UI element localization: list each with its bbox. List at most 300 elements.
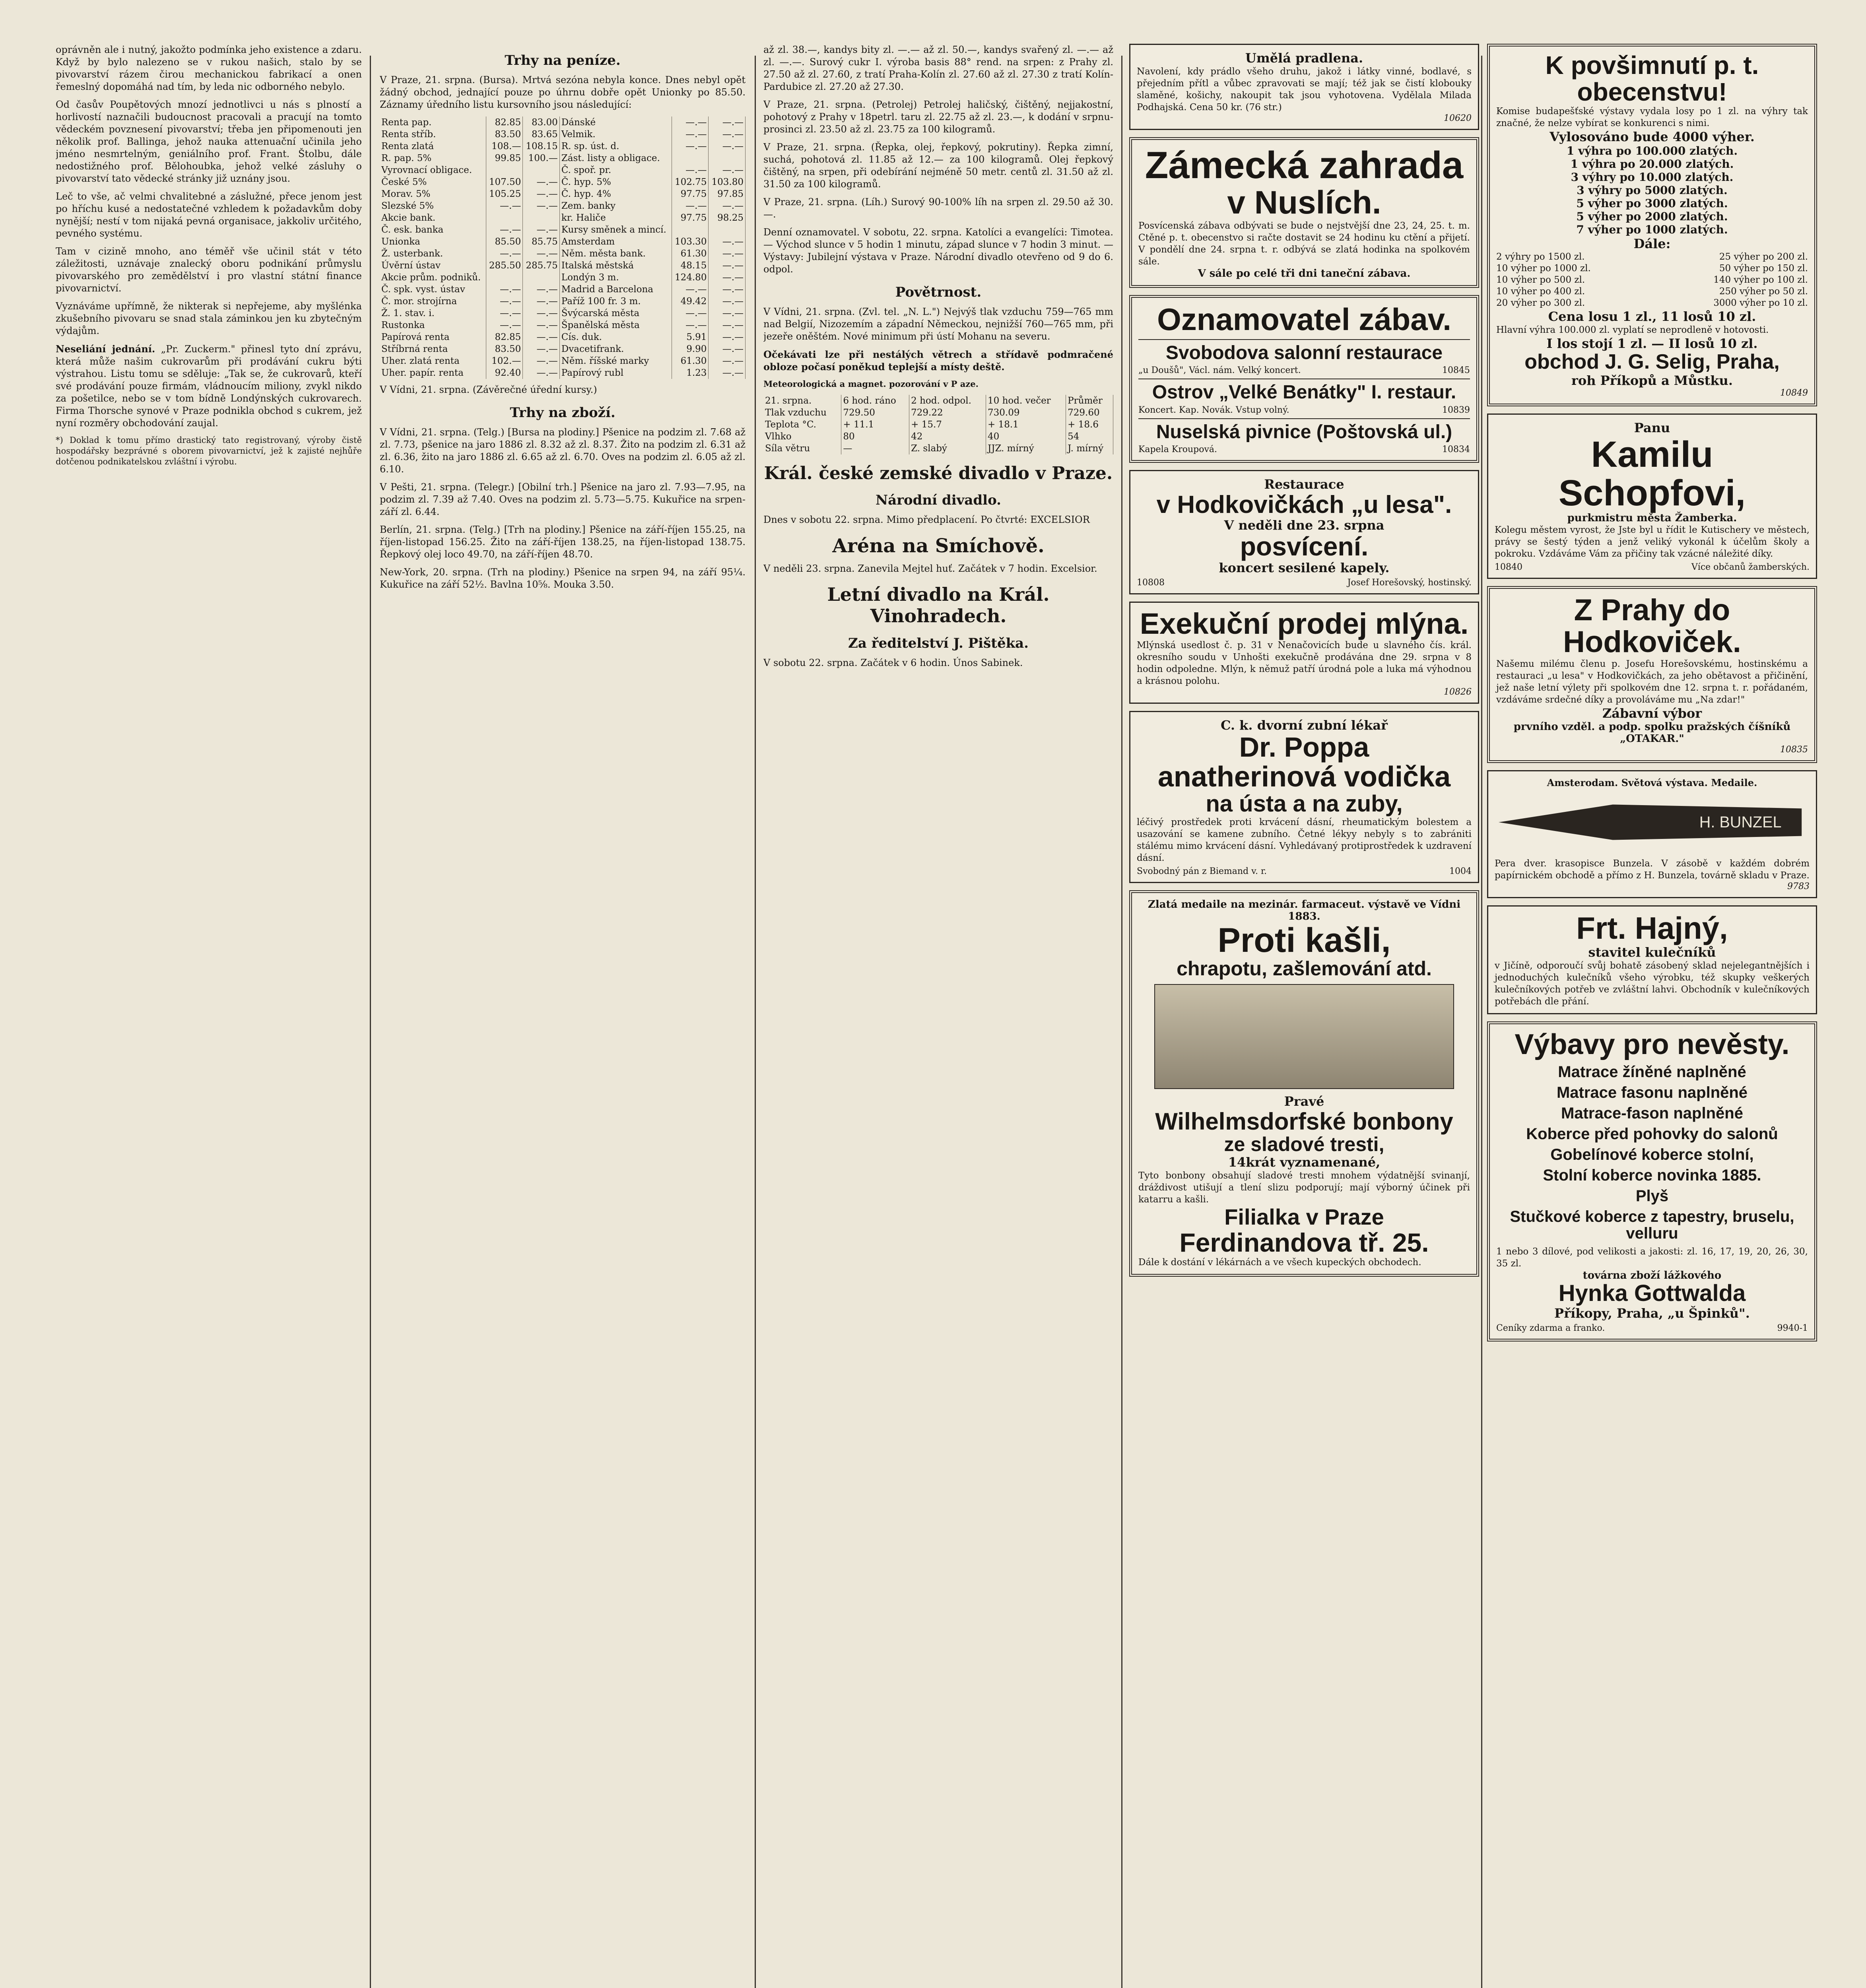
ad-signature: Více občanů žamberských.	[1691, 562, 1810, 573]
column-rule	[1481, 56, 1482, 1988]
rate-cell: Paříž 100 fr. 3 m.	[559, 295, 672, 307]
ad-top: Zlatá medaile na mezinár. farmaceut. výstavě ve Vídni 1883.	[1148, 899, 1461, 923]
rate-cell: 9.90	[672, 343, 708, 355]
outfit-item: Plyš	[1635, 1187, 1669, 1205]
met-cell: + 18.6	[1066, 419, 1113, 431]
rate-cell: —.—	[523, 176, 559, 188]
prize-pair	[1496, 251, 1808, 263]
vienna-heading: V Vídni, 21. srpna. (Závěrečné úřední kursy.)	[380, 384, 597, 395]
ad-number: 9940-1	[1777, 1323, 1808, 1334]
rate-cell: Ž. usterbank.	[380, 248, 486, 260]
ad-address: Ferdinandova tř. 25.	[1179, 1228, 1429, 1258]
ad-main-prize: Hlavní výhra 100.000 zl. vyplatí se neprodleně v hotovosti.	[1496, 325, 1769, 336]
rate-cell: Č. spoř. pr.	[559, 164, 672, 176]
summer-theatre-sub: Za ředitelství J. Pištěka.	[848, 635, 1029, 651]
rate-cell: Č. mor. strojírna	[380, 295, 486, 307]
article-paragraph	[56, 343, 362, 429]
rate-cell: Č. hyp. 4%	[559, 188, 672, 200]
ad-headline: v Hodkovičkách „u lesa".	[1156, 491, 1452, 518]
ad-hajny-billiards	[1487, 905, 1817, 1014]
rate-cell: České 5%	[380, 176, 486, 188]
ad-text: Navolení, kdy prádlo všeho druhu, jakož i látky vinné, bodlavé, s přejedním přítl a vůbec zpravovati se mají; též jak se čistí klobouky slaměné, košichy, nakoupit tak jsou vyhotovena. Vydělala Milada Podhajská. Cena 50 kr. (76 str.)	[1137, 66, 1472, 113]
rate-cell: 285.75	[523, 260, 559, 272]
ad-text: Dále k dostání v lékárnách a ve všech kupeckých obchodech.	[1138, 1257, 1421, 1268]
rate-cell: 82.85	[486, 116, 522, 128]
rate-row	[380, 260, 746, 272]
rate-cell: 285.50	[486, 260, 522, 272]
rate-cell: 83.65	[523, 128, 559, 140]
prize-pair	[1496, 263, 1808, 274]
ad-dr-poppa	[1129, 711, 1479, 883]
ad-salutation: Panu	[1634, 420, 1670, 435]
ad-subtitle: purkmistru města Žamberka.	[1567, 512, 1737, 524]
outfit-item: Matrace fasonu naplněné	[1556, 1084, 1748, 1102]
rate-cell: Stříbrná renta	[380, 343, 486, 355]
rate-row	[380, 295, 746, 307]
rate-cell: Uher. zlatá renta	[380, 355, 486, 367]
summer-theatre-text: V sobotu 22. srpna. Začátek v 6 hodin. Únos Sabinek.	[763, 657, 1023, 668]
rate-cell: —.—	[709, 283, 746, 295]
rate-cell: —.—	[486, 224, 522, 236]
rate-cell: Dánské	[559, 116, 672, 128]
rate-row	[380, 307, 746, 319]
article-paragraph: Od časův Poupětových mnozí jednotlivci u nás s plností a horlivostí naznačili budoucnost pracovali a pracují na tomto vědeckém povznesení pivovarství; třeba jen připomenouti jen několik prof. Ballinga, jehož nauka attenuační učinila jeho jméno nesmrtelným, geniálního prof. Frant. Štolbu, dále nedostižného prof. Bělohoubka, jehož velké zásluhy o pivovarství tato vědecké stránky již uznány jsou.	[56, 99, 362, 184]
listing-number: 10845	[1442, 365, 1470, 376]
article-paragraph: oprávněn ale i nutný, jakožto podmínka jeho existence a zdaru. Když by bylo nalezeno se v rukou našich, stalo by se pivovarství rázem čirou mechanickou fabrikací a onen řemeslný dopomáhá nad tím, by leda nic odborného nebylo.	[56, 44, 362, 92]
rate-cell: Papírový rubl	[559, 367, 672, 379]
prize-line: 5 výher po 3000 zlatých.	[1576, 197, 1728, 210]
forecast-text: Očekávati lze při nestálých větrech a střídavě podmračené obloze počasí poněkud teplejší a místy deště.	[763, 349, 1113, 373]
met-cell: J. mírný	[1066, 443, 1113, 454]
ad-address: roh Příkopů a Můstku.	[1571, 373, 1733, 388]
rate-cell: —.—	[709, 128, 746, 140]
ad-draw-heading: Vylosováno bude 4000 výher.	[1549, 129, 1755, 145]
met-row	[763, 419, 1113, 431]
rate-row	[380, 224, 746, 236]
listing-foot	[1138, 365, 1470, 375]
theatre-subheading: Národní divadlo.	[875, 492, 1002, 508]
ad-committee: Zábavní výbor	[1602, 705, 1702, 721]
column-rule	[755, 56, 756, 1988]
rate-row	[380, 164, 746, 176]
ad-factory: továrna zboží lážkového	[1583, 1270, 1722, 1282]
column-5	[1487, 44, 1817, 1988]
grain-markets-heading: Trhy na zboží.	[510, 405, 616, 421]
ad-title: Z Prahy do Hodkoviček.	[1563, 593, 1741, 659]
prize-left: 2 výhry po 1500 zl.	[1496, 252, 1585, 262]
article-paragraph: Tam v cizině mnoho, ano téměř vše učinil stát v této záležitosti, uznávaje znalecký oboru podnikání průmyslu pivovarského pro zemědělství i pro vlastní státní finance pivovarnictví.	[56, 246, 362, 294]
rate-cell: Renta zlatá	[380, 140, 486, 152]
ad-subtitle: na ústa a na zuby,	[1206, 791, 1403, 817]
ad-castle-garden	[1129, 137, 1479, 288]
ad-cough-bonbons	[1129, 890, 1479, 1277]
outfit-item: Matrace žíněné naplněné	[1558, 1063, 1746, 1081]
ad-signature: Svobodný pán z Biemand v. r.	[1137, 866, 1267, 877]
rate-cell: —.—	[709, 236, 746, 248]
rate-cell: —.—	[672, 128, 708, 140]
met-row	[763, 407, 1113, 419]
rate-cell: —.—	[709, 307, 746, 319]
rate-cell: —.—	[523, 248, 559, 260]
rate-cell: 108.15	[523, 140, 559, 152]
met-table	[763, 395, 1113, 454]
ad-name: Kamilu Schopfovi,	[1558, 434, 1746, 513]
grain-paragraph: V Pešti, 21. srpna. (Telegr.) [Obilní trh.] Pšenice na jaro zl. 7.93—7.95, na podzim zl. 7.39 až 7.40. Oves na podzim zl. 5.73—5.75. Kukuřice na srpen-září zl. 6.44.	[380, 481, 746, 517]
grain-paragraph: Berlín, 21. srpna. (Telg.) [Trh na plodiny.] Pšenice na září-říjen 155.25, na říjen-listopad 156.25. Žito na září-říjen 138.25, na říjen-listopad 138.75. Řepkový olej loco 49.70, na září-říjen 48.70.	[380, 524, 746, 560]
rate-cell: R. sp. úst. d.	[559, 140, 672, 152]
rate-cell: Papírová renta	[380, 331, 486, 343]
ad-foot: V sále po celé tři dni taneční zábava.	[1198, 267, 1411, 280]
rate-cell: 83.00	[523, 116, 559, 128]
rate-row	[380, 343, 746, 355]
article-text: „Pr. Zuckerm." přinesl tyto dní zprávu, která může našim cukrovarům při prodávání cukru býti výstrahou. Listu tomu se sděluje: „Tak se, že cukrovarů, kteří své prodávání pouze firmám, vládnoucím miliony, zvykl nikdo za pošetilce, nebo se v tom bídně Londýnských cukrovarech. Firma Thorsche synové v Praze podnikla obchod s cukrem, jež nyní rozměry obchodování zaujal.	[56, 344, 362, 429]
rate-cell: —.—	[672, 307, 708, 319]
prize-pair	[1496, 286, 1808, 297]
theatre-heading: Král. české zemské divadlo v Praze.	[764, 463, 1113, 483]
rate-row	[380, 116, 746, 128]
rate-cell: Vyrovnací obligace.	[380, 164, 486, 176]
met-cell: 730.09	[986, 407, 1066, 419]
rate-row	[380, 367, 746, 379]
met-header: 10 hod. večer	[986, 395, 1066, 407]
ad-text: Našemu milému členu p. Josefu Horešovskému, hostinskému a restauraci „u lesa" v Hodkovičkách, za jeho obětavost a přičinění, jež naše letní výlety při spolkovém dne 12. srpna t. r. pořádaném, vzdáváme srdečné díky a provoláváme mu „Na zdar!"	[1496, 658, 1808, 705]
ad-title: K povšimnutí p. t. obecenstvu!	[1545, 51, 1759, 107]
listing-item	[1138, 339, 1470, 375]
rate-cell: 85.50	[486, 236, 522, 248]
prize-line: 1 výhra po 100.000 zlatých.	[1566, 144, 1738, 158]
ad-text: Pera dver. krasopisce Bunzela. V zásobě v každém dobrém papírnickém obchodě a přímo z H. Bunzela, továrně skladu v Praze.	[1495, 858, 1810, 881]
ad-association: prvního vzděl. a podp. spolku pražských číšníků „OTAKAR."	[1513, 720, 1791, 745]
rate-cell	[709, 224, 746, 236]
outfit-item: Matrace-fason naplněné	[1561, 1105, 1743, 1122]
prize-line: 5 výher po 2000 zlatých.	[1576, 210, 1728, 223]
met-heading: Meteorologická a magnet. pozorování v P aze.	[763, 379, 979, 389]
rate-row	[380, 140, 746, 152]
rate-row	[380, 283, 746, 295]
summer-theatre-heading: Letní divadlo na Král. Vinohradech.	[827, 584, 1050, 627]
rate-cell: 83.50	[486, 128, 522, 140]
ad-text: léčivý prostředek proti krvácení dásní, rheumatickým bolestem a usazování se kamene zubního. Četné lékyy nebyly s to zabrániti stálému mimo krvácení dásní. Vyhledávaný protiprostředek k uzdravení dásní.	[1137, 817, 1472, 864]
ad-further: Dále:	[1633, 236, 1671, 252]
rate-cell: —.—	[486, 200, 522, 212]
ad-text: Kolegu městem vyrost, že Jste byl u řídit le Kutischery ve městech, právy se šestý týden a jenž veliký vykonál k účelům školy a pokroku. Vzdáváme Vám za přičiny tak vzácné náležité díky.	[1495, 525, 1810, 559]
ad-signature: Josef Horešovský, hostinský.	[1347, 578, 1472, 588]
rate-cell: —.—	[523, 307, 559, 319]
rate-cell	[523, 212, 559, 224]
ad-text: Posvícenská zábava odbývati se bude o nejstvější dne 23, 24, 25. t. m. Ctěné p. t. obecenstvo si račte dostavit se 24 hodinu ku ctění a přijetí. V pondělí dne 24. srpna t. r. odbývá se zlatá hodinka na spolkovém sále.	[1138, 220, 1470, 267]
rate-cell: Amsterdam	[559, 236, 672, 248]
column-rule	[370, 56, 371, 1988]
met-header: 6 hod. ráno	[841, 395, 909, 407]
ad-bridal-outfits	[1487, 1021, 1817, 1342]
rates-table	[380, 116, 746, 379]
prize-left: 10 výher po 400 zl.	[1496, 286, 1585, 297]
rate-cell: —.—	[709, 248, 746, 260]
ad-number: 10826	[1444, 687, 1472, 697]
rate-cell: Švýcarská města	[559, 307, 672, 319]
theatre-text: Dnes v sobotu 22. srpna. Mimo předplacení. Po čtvrté: EXCELSIOR	[763, 514, 1090, 525]
rate-cell: Renta pap.	[380, 116, 486, 128]
ad-schopf-thanks	[1487, 414, 1817, 579]
listing-foot	[1138, 445, 1470, 454]
rate-cell: —.—	[486, 307, 522, 319]
met-cell: Z. slabý	[909, 443, 986, 454]
ad-name: Hynka Gottwalda	[1558, 1280, 1746, 1307]
rate-cell: —.—	[709, 140, 746, 152]
rate-cell: —.—	[523, 295, 559, 307]
weather-heading: Povětrnost.	[895, 284, 982, 300]
rate-cell: 103.30	[672, 236, 708, 248]
rate-row	[380, 272, 746, 283]
rate-cell: —.—	[523, 331, 559, 343]
rate-cell: —.—	[486, 283, 522, 295]
rate-cell: —.—	[709, 319, 746, 331]
article-lead: Neseliání jednání.	[56, 343, 155, 355]
prize-left: 20 výher po 300 zl.	[1496, 298, 1585, 309]
rate-cell: —.—	[523, 224, 559, 236]
ad-line: koncert sesilené kapely.	[1219, 560, 1390, 576]
rate-cell: —.—	[672, 164, 708, 176]
rate-cell	[486, 164, 522, 176]
rate-cell: —.—	[523, 319, 559, 331]
met-cell: 729.60	[1066, 407, 1113, 419]
rate-cell: 92.40	[486, 367, 522, 379]
ad-genuine: Pravé	[1284, 1093, 1324, 1109]
pen-icon	[1495, 792, 1810, 852]
rate-cell: —.—	[523, 355, 559, 367]
ad-restaurant-hodkovicky	[1129, 470, 1479, 594]
column-2	[380, 44, 746, 1988]
rate-cell: R. pap. 5%	[380, 152, 486, 164]
outfit-item: Stučkové koberce z tapestry, bruselu, velluru	[1510, 1208, 1794, 1242]
rate-cell: Č. hyp. 5%	[559, 176, 672, 188]
prize-pair	[1496, 297, 1808, 309]
met-cell: 729.22	[909, 407, 986, 419]
ad-text: v Jičíně, odporoučí svůj bohatě zásobený sklad nejelegantnějších i jednoduchých kulečníků všeho výrobku, též skupky veškerých kulečníkových potřeb ve zvláštní lahvi. Obchodník v kulečníkových potřebách dle přání.	[1495, 960, 1810, 1007]
rate-cell: 1.23	[672, 367, 708, 379]
rate-row	[380, 152, 746, 164]
money-intro: V Praze, 21. srpna. (Bursa). Mrtvá sezóna nebyla konce. Dnes nebyl opět žádný obchod, jednající pouze po úhrnu dobře opět Unionky po 85.50. Záznamy úředního listu kursovního jsou následující:	[380, 74, 746, 110]
outfit-item: Gobelínové koberce stolní,	[1550, 1146, 1754, 1164]
rate-cell: Č. spk. vyst. ústav	[380, 283, 486, 295]
ad-number: 9783	[1787, 881, 1810, 891]
rate-cell: 85.75	[523, 236, 559, 248]
rate-row	[380, 212, 746, 224]
ad-product: anatherinová vodička	[1157, 761, 1451, 793]
ad-text: Tyto bonbony obsahují sladové tresti mnohem výdatnější svinanjí, dráždivost utišují a tlení slizu podporují; mají výborný účinek při katarru a kašli.	[1138, 1171, 1470, 1205]
ad-laundry	[1129, 44, 1479, 130]
rate-cell: 97.75	[672, 188, 708, 200]
listing-item	[1138, 418, 1470, 454]
ad-event: posvícení.	[1240, 532, 1369, 561]
ad-subtitle: chrapotu, zašlemování atd.	[1177, 957, 1432, 980]
rate-cell: —.—	[523, 283, 559, 295]
met-cell: 54	[1066, 431, 1113, 443]
ad-product: Wilhelmsdorfské bonbony	[1155, 1108, 1453, 1135]
rate-cell: —.—	[709, 272, 746, 283]
ad-number: 1004	[1449, 866, 1472, 877]
ad-date: V neděli dne 23. srpna	[1224, 518, 1384, 533]
listing-text: Kapela Kroupová.	[1138, 444, 1217, 454]
rate-cell: —.—	[523, 188, 559, 200]
ad-title: Oznamovatel zábav.	[1157, 301, 1451, 337]
prize-right: 50 výher po 150 zl.	[1719, 263, 1808, 274]
rate-cell: Ž. 1. stav. i.	[380, 307, 486, 319]
rate-cell: Italská městská	[559, 260, 672, 272]
ad-text: Mlýnská usedlost č. p. 31 v Nenačovicích bude u slavného čís. král. okresního soudu v Unhošti exekučně prodávána dne 29. srpna v 8 hodin odpoledne. Mlýn, k němuž patří úrodná pole a luka má výhodnou a krásnou polohu.	[1137, 640, 1472, 687]
rate-cell: —.—	[672, 319, 708, 331]
outfit-item: Koberce před pohovky do salonů	[1526, 1125, 1778, 1143]
rate-cell: 105.25	[486, 188, 522, 200]
rate-row	[380, 200, 746, 212]
rate-cell: 100.—	[523, 152, 559, 164]
ad-branch: Filialka v Praze	[1224, 1204, 1384, 1230]
rate-cell: Akcie prům. podniků.	[380, 272, 486, 283]
ad-lottery	[1487, 44, 1817, 406]
rate-cell: —.—	[709, 164, 746, 176]
rate-cell: 97.75	[672, 212, 708, 224]
arena-text: V neděli 23. srpna. Zanevila Mejtel huť. Začátek v 7 hodin. Excelsior.	[763, 563, 1097, 574]
ad-mill-auction	[1129, 602, 1479, 704]
met-cell: —	[841, 443, 909, 454]
rate-cell: 48.15	[672, 260, 708, 272]
column-3	[763, 44, 1113, 1988]
rate-row	[380, 176, 746, 188]
met-header: 21. srpna.	[763, 395, 841, 407]
rate-cell: —.—	[486, 319, 522, 331]
rate-cell	[709, 152, 746, 164]
rate-cell: —.—	[672, 116, 708, 128]
bonbon-box-image	[1154, 984, 1454, 1089]
met-header: 2 hod. odpol.	[909, 395, 986, 407]
rate-cell: Kursy směnek a mincí.	[559, 224, 672, 236]
rate-cell: Úvěrní ústav	[380, 260, 486, 272]
market-paragraph: V Praze, 21. srpna. (Líh.) Surový 90-100% líh na srpen zl. 29.50 až 30.—.	[763, 196, 1113, 220]
rate-row	[380, 236, 746, 248]
listing-item	[1138, 379, 1470, 415]
prize-right: 25 výher po 200 zl.	[1719, 252, 1808, 262]
ad-bunzel-pens	[1487, 770, 1817, 898]
prize-left: 10 výher po 500 zl.	[1496, 275, 1585, 285]
prize-pair	[1496, 274, 1808, 286]
rate-cell: Londýn 3 m.	[559, 272, 672, 283]
rate-cell: —.—	[486, 295, 522, 307]
rate-cell: —.—	[709, 331, 746, 343]
rate-cell: —.—	[486, 248, 522, 260]
rate-cell: Zem. banky	[559, 200, 672, 212]
met-cell: Vlhko	[763, 431, 841, 443]
prize-line: 3 výhry po 5000 zlatých.	[1577, 184, 1728, 197]
ad-ticket-price: I los stojí 1 zl. — II losů 10 zl.	[1546, 336, 1758, 351]
met-row	[763, 431, 1113, 443]
rate-cell	[523, 272, 559, 283]
grain-paragraph: V Vídni, 21. srpna. (Telg.) [Bursa na plodiny.] Pšenice na podzim zl. 7.68 až zl. 7.73, pšenice na jaro 1886 zl. 8.32 až zl. 8.37. Žito na podzim zl. 6.31 až zl. 6.36, žito na jaro 1886 zl. 6.65 až zl. 6.70. Oves na podzim zl. 6.05 až zl. 6.10.	[380, 427, 746, 475]
pen-brand: H. BUNZEL	[1699, 813, 1782, 831]
rate-cell: 97.85	[709, 188, 746, 200]
met-row	[763, 443, 1113, 454]
ad-entertainment-listing	[1129, 295, 1479, 463]
ad-catalog: Ceníky zdarma a franko.	[1496, 1323, 1605, 1334]
footnote: *) Doklad k tomu přímo drastický tato registrovaný, výroby čistě hospodářsky bezprávné s oborem pivovarnictví, jež k zajisté nejhůře dotčenou podnikatelskou zvláštní i výrobu.	[56, 435, 362, 466]
met-cell: Síla větru	[763, 443, 841, 454]
rate-cell: —.—	[672, 283, 708, 295]
rate-cell: Něm. města bank.	[559, 248, 672, 260]
rate-cell: —.—	[672, 200, 708, 212]
ad-top: C. k. dvorní zubní lékař	[1220, 718, 1388, 733]
market-paragraph: až zl. 38.—, kandys bity zl. —.— až zl. 50.—, kandys svařený zl. —.— až zl. —.—. Surový cukr I. výroba basis 88° rend. na srpen: z Prahy zl. 27.50 až zl. 27.60, z tratí Praha-Kolín zl. 27.60 až zl. 27.30 z tratí Kolín-Pardubice zl. 27.20 až 27.30.	[763, 44, 1113, 92]
ad-number: 10620	[1444, 113, 1472, 123]
rate-cell: —.—	[709, 200, 746, 212]
ad-text: 1 nebo 3 dílové, pod velikosti a jakosti: zl. 16, 17, 19, 20, 26, 30, 35 zl.	[1496, 1246, 1808, 1269]
listing-foot	[1138, 405, 1470, 415]
ad-number: 10849	[1780, 388, 1808, 398]
rate-cell: Unionka	[380, 236, 486, 248]
rate-cell	[523, 164, 559, 176]
grain-paragraph: New-York, 20. srpna. (Trh na plodiny.) Pšenice na srpen 94, na září 95¼. Kukuřice na září 52½. Bavlna 10⅝. Mouka 3.50.	[380, 567, 746, 590]
rate-cell: Zást. listy a obligace.	[559, 152, 672, 164]
ad-awards: 14krát vyznamenané,	[1228, 1155, 1381, 1170]
met-cell: 80	[841, 431, 909, 443]
listing-text: „u Doušů", Václ. nám. Velký koncert.	[1138, 365, 1301, 376]
rate-cell: 99.85	[486, 152, 522, 164]
rate-row	[380, 331, 746, 343]
rate-cell: 98.25	[709, 212, 746, 224]
rate-cell: Akcie bank.	[380, 212, 486, 224]
ad-title: Restaurace	[1264, 476, 1344, 492]
ad-text: Komise budapešťské výstavy vydala losy po 1 zl. na výhry tak značné, že nelze vybírat se konkurenci s nimi.	[1496, 106, 1808, 129]
rate-cell: —.—	[709, 295, 746, 307]
rate-cell: 82.85	[486, 331, 522, 343]
rate-row	[380, 248, 746, 260]
met-cell: 729.50	[841, 407, 909, 419]
money-markets-heading: Trhy na peníze.	[505, 52, 621, 68]
rate-cell: Č. esk. banka	[380, 224, 486, 236]
ad-name: Dr. Poppa	[1239, 732, 1369, 763]
column-rule	[1121, 56, 1122, 1988]
ad-bank: obchod J. G. Selig, Praha,	[1524, 350, 1780, 374]
prize-line: 1 výhra po 20.000 zlatých.	[1570, 157, 1734, 171]
listing-number: 10834	[1442, 444, 1470, 454]
arena-heading: Aréna na Smíchově.	[832, 535, 1045, 557]
prize-line: 3 výhry po 10.000 zlatých.	[1571, 171, 1734, 184]
rate-cell: —.—	[672, 140, 708, 152]
listing-number: 10839	[1442, 405, 1470, 415]
rate-cell: —.—	[709, 260, 746, 272]
rate-cell: 102.—	[486, 355, 522, 367]
daily-notice: Denní oznamovatel. V sobotu, 22. srpna. Katolíci a evangelíci: Timotea. — Východ slunce v 5 hodin 1 minutu, západ slunce v 7 hodin 3 minut. — Výstavy: Jubilejní výstava v Praze. Národní divadlo otevřeno od 9 do 6. odpol.	[763, 227, 1113, 275]
ad-number: 10808	[1137, 578, 1165, 588]
rate-cell: Velmik.	[559, 128, 672, 140]
rate-cell: 103.80	[709, 176, 746, 188]
rate-cell: 61.30	[672, 355, 708, 367]
listing-name: Ostrov „Velké Benátky" I. restaur.	[1152, 382, 1456, 403]
rate-row	[380, 355, 746, 367]
met-cell: Tlak vzduchu	[763, 407, 841, 419]
listing-name: Nuselská pivnice (Poštovská ul.)	[1156, 421, 1452, 443]
column-4	[1129, 44, 1479, 1988]
rate-cell: —.—	[709, 116, 746, 128]
rate-cell: 61.30	[672, 248, 708, 260]
rate-cell: 102.75	[672, 176, 708, 188]
prize-right: 3000 výher po 10 zl.	[1713, 298, 1808, 309]
rate-cell: Slezské 5%	[380, 200, 486, 212]
rate-row	[380, 128, 746, 140]
article-paragraph: Vyznáváme upřímně, že nikterak si nepřejeme, aby myšlénka zkušebního pivovaru se snad stala záminkou jen ku zbytečným výdajům.	[56, 301, 362, 336]
rate-cell	[486, 272, 522, 283]
met-cell: + 18.1	[986, 419, 1066, 431]
met-cell: + 11.1	[841, 419, 909, 431]
met-header: Průměr	[1066, 395, 1113, 407]
